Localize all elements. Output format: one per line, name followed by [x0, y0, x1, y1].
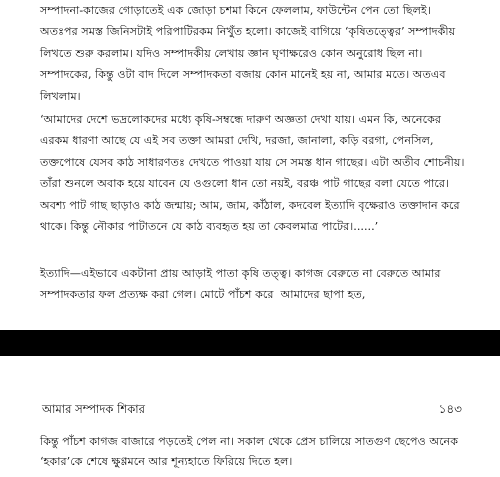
- page-gap-band: [0, 330, 500, 356]
- paragraph-lower-page: কিন্তু পাঁচশ কাগজ বাজারে পড়তেই পেল না। সকাল থেকে প্রেস চালিয়ে সাতগুণ ছেপেও অনেক ‘হকার’কে শেষে ক্ষুণ্ণমনে আর শূন্যহাতে ফিরিয়ে দিতে হল।: [40, 435, 462, 468]
- lower-page: [0, 356, 500, 477]
- paragraph-result: ইত্যাদি—এইভাবে একটানা প্রায় আড়াই পাতা কৃষি তত্ত্ব। কাগজ বেরুতে না বেরুতে আমার সম্পাদকতার ফল প্রত্যক্ষ করা গেল। মোটে পাঁচশ করে আমাদের ছাপা হত,: [40, 267, 445, 302]
- page-number: ১৪৩: [438, 402, 462, 416]
- running-head: আমার সম্পাদক শিকার: [42, 402, 145, 416]
- paragraph-editing-start: সম্পাদনা-কাজের গোড়াতেই এক জোড়া চশমা কিনে ফেললাম, ফাউন্টেন পেন তো ছিলই। অতঃপর সমস্ত জিনিসটাই পরিপাটিরকম নিখুঁত হলো। কাজেই বাগিয়ে ‘কৃষিতত্ত্বের’ সম্পাদকীয় লিখতে শুরু করলাম। যদিও সম্পাদকীয় লেখায় জ্ঞান ঘৃণাক্ষরেও কোন অনুরোধ ছিল না। সম্পাদকের, কিন্তু ওটা বাদ দিলে সম্পাদকতা বজায় কোন মানেই হয় না, আমার মতে। অতএব লিখলাম।: [40, 4, 459, 103]
- paragraph-editorial-quote: ‘আমাদের দেশে ভদ্রলোকদের মধ্যে কৃষি-সম্বন্ধে দারুণ অজ্ঞতা দেখা যায়। এমন কি, অনেকের এরকম ধারণা আছে যে এই সব তক্তা আমরা দেখি, দরজা, জানালা, কড়ি বরগা, পেনসিল, তক্তপোষে যেসব কাঠ সাধারণতঃ দেখতে পাওয়া যায় সে সমস্ত ধান গাছের। এটা অতীব শোচনীয়। তাঁরা শুনলে অবাক হয়ে যাবেন যে ওগুলো ধান তো নয়ই, বরঞ্চ পাট গাছের বলা যেতে পারে। অবশ্য পাট গাছ ছাড়াও কাঠ জন্মায়; আম, জাম, কাঁঠাল, কদবেল ইত্যাদি বৃক্ষেরাও তক্তাদান করে থাকে। কিন্তু নৌকার পাটাতনে যে কাঠ ব্যবহৃত হয় তা কেবলমাত্র পাটের।......’: [40, 113, 469, 234]
